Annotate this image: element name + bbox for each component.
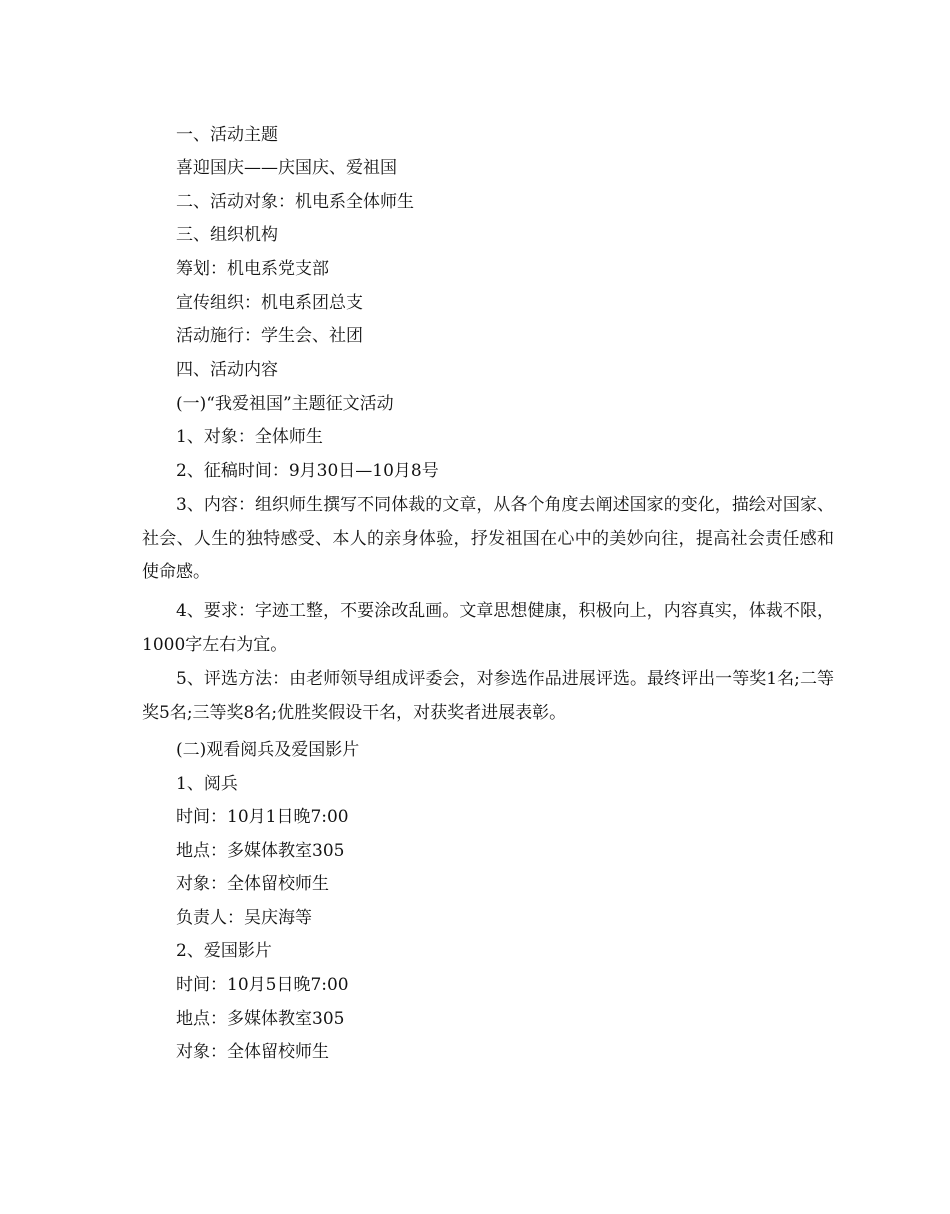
essay-requirements-paragraph: 4、要求：字迹工整，不要涂改乱画。文章思想健康，积极向上，内容真实，体裁不限，1000字左右为宜。 xyxy=(142,601,834,655)
parade-audience: 对象：全体留校师生 xyxy=(176,874,329,894)
heading-activity-target: 二、活动对象：机电系全体师生 xyxy=(176,192,414,212)
theme-text: 喜迎国庆——庆国庆、爱祖国 xyxy=(176,158,397,178)
heading-organization: 三、组织机构 xyxy=(176,225,278,245)
films-title: 2、爱国影片 xyxy=(176,941,272,961)
subheading-essay-contest: (一)“我爱祖国”主题征文活动 xyxy=(176,394,394,414)
parade-time: 时间：10月1日晚7:00 xyxy=(176,807,349,827)
heading-activity-theme: 一、活动主题 xyxy=(176,125,278,145)
parade-location: 地点：多媒体教室305 xyxy=(176,841,345,861)
subheading-parade-films: (二)观看阅兵及爱国影片 xyxy=(176,740,360,760)
org-planning: 筹划：机电系党支部 xyxy=(176,259,329,279)
films-audience: 对象：全体留校师生 xyxy=(176,1042,329,1062)
essay-deadline: 2、征稿时间：9月30日—10月8号 xyxy=(176,461,439,481)
essay-target: 1、对象：全体师生 xyxy=(176,427,323,447)
parade-person-in-charge: 负责人：吴庆海等 xyxy=(176,908,312,928)
org-publicity: 宣传组织：机电系团总支 xyxy=(176,293,363,313)
essay-judging-paragraph: 5、评选方法：由老师领导组成评委会，对参选作品进展评选。最终评出一等奖1名;二等奖5名;三等奖8名;优胜奖假设干名，对获奖者进展表彰。 xyxy=(142,669,834,723)
films-location: 地点：多媒体教室305 xyxy=(176,1009,345,1029)
films-time: 时间：10月5日晚7:00 xyxy=(176,975,349,995)
essay-content-paragraph: 3、内容：组织师生撰写不同体裁的文章，从各个角度去阐述国家的变化，描绘对国家、社会、人生的独特感受、本人的亲身体验，抒发祖国在心中的美妙向往，提高社会责任感和使命感。 xyxy=(142,495,834,582)
org-implementation: 活动施行：学生会、社团 xyxy=(176,326,363,346)
heading-activity-content: 四、活动内容 xyxy=(176,360,278,380)
parade-title: 1、阅兵 xyxy=(176,774,238,794)
